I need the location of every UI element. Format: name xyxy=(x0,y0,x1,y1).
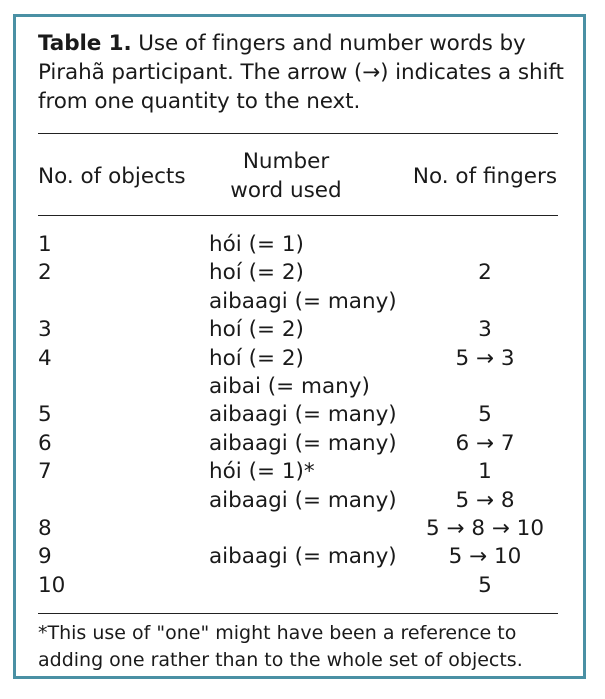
cell-word: aibaagi (= many) xyxy=(209,544,397,570)
cell-fingers: 1 xyxy=(478,459,492,485)
cell-objects: 8 xyxy=(38,516,52,541)
cell-word: hói (= 1) xyxy=(209,232,304,257)
cell-objects: 1 xyxy=(38,232,52,257)
cell-word: hoí (= 2) xyxy=(209,345,304,371)
table-row xyxy=(16,258,583,287)
cell-word: aibaagi (= many) xyxy=(209,288,397,314)
cell-fingers: 5 xyxy=(478,572,492,598)
header-fingers: No. of fingers xyxy=(412,164,558,189)
cell-word: aibaagi (= many) xyxy=(209,487,397,513)
cell-fingers: 3 xyxy=(478,317,492,343)
cell-objects: 5 xyxy=(38,402,52,428)
cell-word: hoí (= 2) xyxy=(209,317,304,343)
top-rule xyxy=(38,133,558,134)
table-frame xyxy=(13,14,586,679)
header-rule xyxy=(38,215,558,216)
header-word xyxy=(206,147,366,205)
cell-objects: 3 xyxy=(38,317,52,343)
cell-objects: 6 xyxy=(38,430,52,456)
cell-objects: 10 xyxy=(38,572,66,598)
table-row xyxy=(16,230,583,259)
table-row xyxy=(16,315,583,344)
table-row xyxy=(16,457,583,486)
cell-word: hoí (= 2) xyxy=(209,260,304,286)
cell-objects: 2 xyxy=(38,260,52,286)
cell-fingers: 5 xyxy=(478,402,492,428)
table-footnote: *This use of "one" might have been a reference to adding one rather than to the whole set of objects. xyxy=(38,622,523,671)
bottom-rule xyxy=(38,613,558,614)
table-row xyxy=(16,571,583,600)
table-row xyxy=(16,514,583,543)
caption-text: Use of fingers and number words by Pirahã participant. The arrow (→) indicates a shift from one quantity to the next. xyxy=(38,31,564,114)
cell-word: aibaagi (= many) xyxy=(209,430,397,456)
cell-fingers: 6 → 7 xyxy=(455,430,515,456)
cell-objects: 7 xyxy=(38,459,52,485)
table-row xyxy=(16,372,583,401)
table-row xyxy=(16,429,583,458)
cell-fingers: 2 xyxy=(478,260,492,286)
header-word-line2: word used xyxy=(230,178,342,203)
cell-word: aibaagi (= many) xyxy=(209,402,397,428)
header-word-line1: Number xyxy=(242,149,330,174)
cell-objects: 9 xyxy=(38,544,52,570)
table-row xyxy=(16,400,583,429)
cell-fingers: 5 → 8 → 10 xyxy=(425,516,545,541)
cell-fingers: 5 → 8 xyxy=(455,487,515,513)
table-row xyxy=(16,542,583,571)
cell-fingers: 5 → 3 xyxy=(455,345,515,371)
header-objects: No. of objects xyxy=(38,164,186,189)
caption-label: Table 1. xyxy=(38,31,132,56)
table-row xyxy=(16,344,583,373)
cell-fingers: 5 → 10 xyxy=(448,544,522,570)
table-row xyxy=(16,486,583,515)
table-row xyxy=(16,287,583,316)
cell-objects: 4 xyxy=(38,345,52,371)
cell-word: hói (= 1)* xyxy=(209,459,315,485)
cell-word: aibai (= many) xyxy=(209,374,370,399)
table-caption xyxy=(38,29,568,116)
